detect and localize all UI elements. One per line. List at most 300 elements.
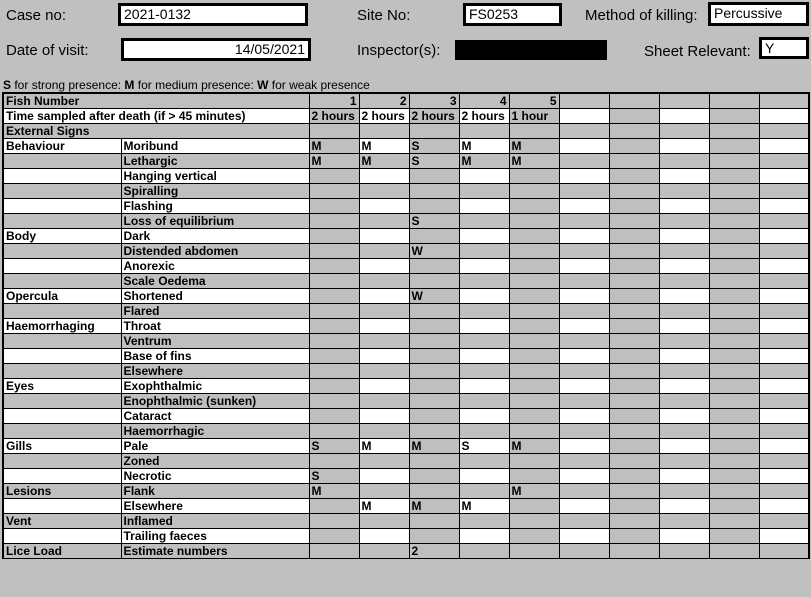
data-cell[interactable] xyxy=(509,379,559,394)
data-cell[interactable] xyxy=(759,379,809,394)
data-cell[interactable] xyxy=(759,304,809,319)
case-no-input[interactable]: 2021-0132 xyxy=(118,3,308,26)
data-cell[interactable] xyxy=(659,364,709,379)
date-of-visit-input[interactable]: 14/05/2021 xyxy=(121,38,311,61)
data-cell[interactable] xyxy=(559,439,609,454)
data-cell[interactable] xyxy=(609,214,659,229)
data-cell[interactable] xyxy=(459,349,509,364)
data-cell[interactable]: S xyxy=(459,439,509,454)
data-cell[interactable]: 2 hours xyxy=(409,109,459,124)
data-cell[interactable]: 2 hours xyxy=(459,109,509,124)
data-cell[interactable] xyxy=(709,514,759,529)
data-cell[interactable] xyxy=(459,304,509,319)
data-cell[interactable] xyxy=(409,454,459,469)
data-cell[interactable] xyxy=(559,259,609,274)
data-cell[interactable] xyxy=(709,469,759,484)
data-cell[interactable] xyxy=(609,334,659,349)
data-cell[interactable] xyxy=(559,214,609,229)
data-cell[interactable] xyxy=(759,109,809,124)
data-cell[interactable] xyxy=(309,499,359,514)
data-cell[interactable] xyxy=(759,244,809,259)
data-cell[interactable] xyxy=(509,349,559,364)
data-cell[interactable] xyxy=(709,154,759,169)
data-cell[interactable] xyxy=(359,304,409,319)
data-cell[interactable] xyxy=(559,514,609,529)
data-cell[interactable] xyxy=(509,274,559,289)
site-no-input[interactable]: FS0253 xyxy=(463,3,562,26)
data-cell[interactable]: M xyxy=(459,154,509,169)
data-cell[interactable] xyxy=(409,364,459,379)
data-cell[interactable] xyxy=(709,274,759,289)
data-cell[interactable] xyxy=(359,394,409,409)
data-cell[interactable] xyxy=(759,199,809,214)
data-cell[interactable] xyxy=(759,319,809,334)
data-cell[interactable]: 4 xyxy=(459,93,509,109)
data-cell[interactable] xyxy=(309,304,359,319)
data-cell[interactable] xyxy=(309,409,359,424)
sheet-relevant-input[interactable]: Y xyxy=(759,37,809,59)
data-cell[interactable] xyxy=(659,139,709,154)
data-cell[interactable] xyxy=(659,529,709,544)
data-cell[interactable] xyxy=(359,334,409,349)
data-cell[interactable] xyxy=(409,199,459,214)
data-cell[interactable] xyxy=(359,184,409,199)
data-cell[interactable] xyxy=(559,484,609,499)
data-cell[interactable]: M xyxy=(359,499,409,514)
data-cell[interactable] xyxy=(459,454,509,469)
data-cell[interactable] xyxy=(359,169,409,184)
data-cell[interactable] xyxy=(559,244,609,259)
data-cell[interactable] xyxy=(459,229,509,244)
data-cell[interactable]: W xyxy=(409,289,459,304)
data-cell[interactable] xyxy=(759,529,809,544)
data-cell[interactable] xyxy=(609,289,659,304)
data-cell[interactable] xyxy=(559,124,609,139)
data-cell[interactable] xyxy=(509,454,559,469)
data-cell[interactable] xyxy=(759,439,809,454)
data-cell[interactable] xyxy=(559,184,609,199)
data-cell[interactable] xyxy=(509,364,559,379)
data-cell[interactable] xyxy=(709,424,759,439)
data-cell[interactable] xyxy=(759,454,809,469)
data-cell[interactable] xyxy=(459,469,509,484)
data-cell[interactable] xyxy=(359,379,409,394)
data-cell[interactable] xyxy=(709,334,759,349)
data-cell[interactable] xyxy=(659,469,709,484)
data-cell[interactable] xyxy=(359,229,409,244)
data-cell[interactable] xyxy=(359,319,409,334)
data-cell[interactable] xyxy=(459,274,509,289)
data-cell[interactable] xyxy=(459,259,509,274)
data-cell[interactable]: S xyxy=(409,139,459,154)
data-cell[interactable] xyxy=(309,199,359,214)
data-cell[interactable] xyxy=(359,124,409,139)
data-cell[interactable]: 2 hours xyxy=(359,109,409,124)
data-cell[interactable] xyxy=(609,379,659,394)
data-cell[interactable] xyxy=(459,334,509,349)
data-cell[interactable] xyxy=(659,304,709,319)
data-cell[interactable]: 1 hour xyxy=(509,109,559,124)
data-cell[interactable] xyxy=(659,514,709,529)
data-cell[interactable] xyxy=(709,364,759,379)
data-cell[interactable] xyxy=(409,319,459,334)
data-cell[interactable]: M xyxy=(459,139,509,154)
data-cell[interactable] xyxy=(309,124,359,139)
data-cell[interactable] xyxy=(759,154,809,169)
data-cell[interactable] xyxy=(409,334,459,349)
data-cell[interactable] xyxy=(709,214,759,229)
data-cell[interactable] xyxy=(509,124,559,139)
data-cell[interactable] xyxy=(709,319,759,334)
data-cell[interactable] xyxy=(509,319,559,334)
data-cell[interactable] xyxy=(459,244,509,259)
data-cell[interactable] xyxy=(559,304,609,319)
data-cell[interactable] xyxy=(509,214,559,229)
data-cell[interactable] xyxy=(509,169,559,184)
data-cell[interactable] xyxy=(609,184,659,199)
data-cell[interactable] xyxy=(609,139,659,154)
data-cell[interactable] xyxy=(559,529,609,544)
data-cell[interactable]: M xyxy=(359,439,409,454)
data-cell[interactable] xyxy=(609,93,659,109)
data-cell[interactable] xyxy=(309,184,359,199)
data-cell[interactable] xyxy=(709,259,759,274)
data-cell[interactable] xyxy=(359,289,409,304)
data-cell[interactable] xyxy=(409,274,459,289)
data-cell[interactable] xyxy=(509,469,559,484)
data-cell[interactable] xyxy=(509,199,559,214)
data-cell[interactable] xyxy=(709,93,759,109)
data-cell[interactable] xyxy=(559,154,609,169)
inspectors-input-redacted[interactable] xyxy=(455,40,607,60)
data-cell[interactable] xyxy=(659,409,709,424)
data-cell[interactable]: M xyxy=(509,139,559,154)
data-cell[interactable] xyxy=(309,379,359,394)
data-cell[interactable] xyxy=(559,139,609,154)
data-cell[interactable] xyxy=(509,529,559,544)
data-cell[interactable] xyxy=(759,139,809,154)
data-cell[interactable] xyxy=(359,424,409,439)
data-cell[interactable] xyxy=(359,244,409,259)
data-cell[interactable] xyxy=(359,529,409,544)
data-cell[interactable] xyxy=(309,544,359,559)
data-cell[interactable] xyxy=(409,469,459,484)
data-cell[interactable] xyxy=(559,109,609,124)
data-cell[interactable] xyxy=(509,499,559,514)
data-cell[interactable] xyxy=(359,544,409,559)
data-cell[interactable] xyxy=(609,169,659,184)
data-cell[interactable] xyxy=(559,334,609,349)
data-cell[interactable] xyxy=(609,364,659,379)
data-cell[interactable] xyxy=(559,199,609,214)
data-cell[interactable] xyxy=(559,499,609,514)
data-cell[interactable]: 2 xyxy=(359,93,409,109)
data-cell[interactable] xyxy=(659,379,709,394)
data-cell[interactable] xyxy=(409,424,459,439)
data-cell[interactable] xyxy=(709,409,759,424)
data-cell[interactable] xyxy=(609,439,659,454)
data-cell[interactable] xyxy=(609,529,659,544)
data-cell[interactable]: 3 xyxy=(409,93,459,109)
data-cell[interactable] xyxy=(609,109,659,124)
data-cell[interactable]: S xyxy=(409,154,459,169)
data-cell[interactable] xyxy=(309,319,359,334)
data-cell[interactable]: M xyxy=(409,499,459,514)
data-cell[interactable] xyxy=(459,319,509,334)
data-cell[interactable] xyxy=(759,394,809,409)
data-cell[interactable] xyxy=(559,349,609,364)
data-cell[interactable] xyxy=(609,484,659,499)
data-cell[interactable] xyxy=(309,214,359,229)
data-cell[interactable] xyxy=(609,409,659,424)
data-cell[interactable] xyxy=(509,289,559,304)
data-cell[interactable] xyxy=(309,394,359,409)
data-cell[interactable] xyxy=(609,544,659,559)
data-cell[interactable] xyxy=(659,109,709,124)
data-cell[interactable] xyxy=(409,514,459,529)
data-cell[interactable] xyxy=(459,484,509,499)
data-cell[interactable] xyxy=(309,424,359,439)
data-cell[interactable] xyxy=(659,334,709,349)
data-cell[interactable] xyxy=(709,379,759,394)
data-cell[interactable] xyxy=(509,409,559,424)
data-cell[interactable] xyxy=(709,454,759,469)
data-cell[interactable] xyxy=(309,514,359,529)
data-cell[interactable] xyxy=(659,289,709,304)
data-cell[interactable] xyxy=(409,124,459,139)
data-cell[interactable] xyxy=(659,394,709,409)
data-cell[interactable] xyxy=(609,514,659,529)
data-cell[interactable] xyxy=(759,409,809,424)
data-cell[interactable] xyxy=(709,124,759,139)
data-cell[interactable] xyxy=(459,364,509,379)
data-cell[interactable] xyxy=(559,93,609,109)
data-cell[interactable] xyxy=(609,304,659,319)
data-cell[interactable] xyxy=(459,544,509,559)
data-cell[interactable] xyxy=(609,319,659,334)
data-cell[interactable]: M xyxy=(309,484,359,499)
data-cell[interactable] xyxy=(559,454,609,469)
data-cell[interactable] xyxy=(759,214,809,229)
data-cell[interactable] xyxy=(759,93,809,109)
data-cell[interactable] xyxy=(609,274,659,289)
data-cell[interactable] xyxy=(759,484,809,499)
data-cell[interactable] xyxy=(409,349,459,364)
data-cell[interactable] xyxy=(559,289,609,304)
data-cell[interactable] xyxy=(359,214,409,229)
data-cell[interactable] xyxy=(709,139,759,154)
data-cell[interactable] xyxy=(759,469,809,484)
data-cell[interactable] xyxy=(309,259,359,274)
data-cell[interactable]: M xyxy=(509,154,559,169)
data-cell[interactable] xyxy=(359,469,409,484)
data-cell[interactable] xyxy=(659,484,709,499)
data-cell[interactable] xyxy=(659,169,709,184)
data-cell[interactable] xyxy=(359,349,409,364)
data-cell[interactable] xyxy=(559,169,609,184)
data-cell[interactable] xyxy=(609,199,659,214)
data-cell[interactable] xyxy=(309,334,359,349)
data-cell[interactable] xyxy=(609,424,659,439)
data-cell[interactable] xyxy=(559,469,609,484)
data-cell[interactable] xyxy=(409,229,459,244)
data-cell[interactable] xyxy=(759,289,809,304)
data-cell[interactable]: M xyxy=(509,439,559,454)
data-cell[interactable] xyxy=(709,244,759,259)
data-cell[interactable] xyxy=(309,349,359,364)
data-cell[interactable] xyxy=(509,304,559,319)
data-cell[interactable] xyxy=(659,214,709,229)
data-cell[interactable] xyxy=(309,454,359,469)
data-cell[interactable] xyxy=(759,514,809,529)
data-cell[interactable] xyxy=(509,184,559,199)
data-cell[interactable] xyxy=(709,109,759,124)
data-cell[interactable]: M xyxy=(309,139,359,154)
data-cell[interactable] xyxy=(309,244,359,259)
data-cell[interactable] xyxy=(409,409,459,424)
data-cell[interactable] xyxy=(409,484,459,499)
data-cell[interactable] xyxy=(659,124,709,139)
data-cell[interactable] xyxy=(759,544,809,559)
data-cell[interactable] xyxy=(759,334,809,349)
data-cell[interactable] xyxy=(559,394,609,409)
data-cell[interactable] xyxy=(459,184,509,199)
data-cell[interactable] xyxy=(459,169,509,184)
data-cell[interactable] xyxy=(409,529,459,544)
data-cell[interactable] xyxy=(659,259,709,274)
data-cell[interactable] xyxy=(709,544,759,559)
data-cell[interactable] xyxy=(709,349,759,364)
data-cell[interactable] xyxy=(459,199,509,214)
data-cell[interactable] xyxy=(459,124,509,139)
data-cell[interactable] xyxy=(459,214,509,229)
data-cell[interactable] xyxy=(559,274,609,289)
data-cell[interactable] xyxy=(459,409,509,424)
data-cell[interactable] xyxy=(609,454,659,469)
data-cell[interactable] xyxy=(759,364,809,379)
data-cell[interactable] xyxy=(309,274,359,289)
data-cell[interactable] xyxy=(409,184,459,199)
data-cell[interactable] xyxy=(409,304,459,319)
data-cell[interactable] xyxy=(309,529,359,544)
data-cell[interactable] xyxy=(759,184,809,199)
data-cell[interactable] xyxy=(409,169,459,184)
data-cell[interactable] xyxy=(409,394,459,409)
data-cell[interactable] xyxy=(509,544,559,559)
data-cell[interactable] xyxy=(659,349,709,364)
data-cell[interactable] xyxy=(709,529,759,544)
data-cell[interactable] xyxy=(609,244,659,259)
data-cell[interactable]: M xyxy=(459,499,509,514)
data-cell[interactable] xyxy=(359,274,409,289)
data-cell[interactable] xyxy=(359,199,409,214)
data-cell[interactable] xyxy=(609,394,659,409)
data-cell[interactable] xyxy=(459,289,509,304)
data-cell[interactable] xyxy=(709,289,759,304)
data-cell[interactable] xyxy=(509,259,559,274)
data-cell[interactable] xyxy=(459,379,509,394)
data-cell[interactable] xyxy=(359,259,409,274)
data-cell[interactable] xyxy=(759,424,809,439)
data-cell[interactable] xyxy=(559,409,609,424)
data-cell[interactable] xyxy=(709,484,759,499)
data-cell[interactable] xyxy=(409,259,459,274)
data-cell[interactable] xyxy=(759,349,809,364)
data-cell[interactable] xyxy=(659,439,709,454)
data-cell[interactable] xyxy=(559,424,609,439)
data-cell[interactable] xyxy=(459,514,509,529)
data-cell[interactable] xyxy=(709,304,759,319)
data-cell[interactable] xyxy=(659,454,709,469)
data-cell[interactable] xyxy=(709,439,759,454)
data-cell[interactable] xyxy=(459,424,509,439)
data-cell[interactable] xyxy=(359,484,409,499)
data-cell[interactable] xyxy=(509,334,559,349)
data-cell[interactable]: M xyxy=(359,154,409,169)
data-cell[interactable] xyxy=(609,469,659,484)
data-cell[interactable] xyxy=(359,364,409,379)
data-cell[interactable]: 2 xyxy=(409,544,459,559)
data-cell[interactable] xyxy=(709,394,759,409)
data-cell[interactable] xyxy=(659,274,709,289)
data-cell[interactable] xyxy=(359,454,409,469)
data-cell[interactable] xyxy=(659,424,709,439)
data-cell[interactable] xyxy=(609,499,659,514)
data-cell[interactable] xyxy=(559,544,609,559)
data-cell[interactable] xyxy=(309,169,359,184)
data-cell[interactable] xyxy=(709,499,759,514)
data-cell[interactable] xyxy=(609,259,659,274)
data-cell[interactable] xyxy=(609,349,659,364)
data-cell[interactable] xyxy=(559,319,609,334)
data-cell[interactable]: S xyxy=(309,469,359,484)
data-cell[interactable]: S xyxy=(409,214,459,229)
data-cell[interactable] xyxy=(359,409,409,424)
data-cell[interactable]: S xyxy=(309,439,359,454)
data-cell[interactable] xyxy=(759,259,809,274)
data-cell[interactable]: 1 xyxy=(309,93,359,109)
data-cell[interactable] xyxy=(659,154,709,169)
data-cell[interactable] xyxy=(309,229,359,244)
data-cell[interactable]: M xyxy=(409,439,459,454)
data-cell[interactable] xyxy=(759,274,809,289)
data-cell[interactable] xyxy=(659,544,709,559)
data-cell[interactable] xyxy=(309,364,359,379)
data-cell[interactable] xyxy=(309,289,359,304)
data-cell[interactable] xyxy=(659,319,709,334)
data-cell[interactable]: M xyxy=(309,154,359,169)
data-cell[interactable] xyxy=(559,379,609,394)
data-cell[interactable] xyxy=(659,244,709,259)
data-cell[interactable] xyxy=(459,529,509,544)
data-cell[interactable] xyxy=(459,394,509,409)
data-cell[interactable] xyxy=(709,199,759,214)
data-cell[interactable] xyxy=(709,229,759,244)
data-cell[interactable]: W xyxy=(409,244,459,259)
data-cell[interactable]: M xyxy=(509,484,559,499)
method-of-killing-input[interactable]: Percussive xyxy=(708,2,809,26)
data-cell[interactable] xyxy=(659,93,709,109)
data-cell[interactable] xyxy=(509,244,559,259)
data-cell[interactable] xyxy=(759,169,809,184)
data-cell[interactable] xyxy=(659,184,709,199)
data-cell[interactable] xyxy=(759,124,809,139)
data-cell[interactable] xyxy=(659,499,709,514)
data-cell[interactable] xyxy=(759,229,809,244)
data-cell[interactable] xyxy=(659,229,709,244)
data-cell[interactable] xyxy=(609,154,659,169)
data-cell[interactable] xyxy=(509,229,559,244)
